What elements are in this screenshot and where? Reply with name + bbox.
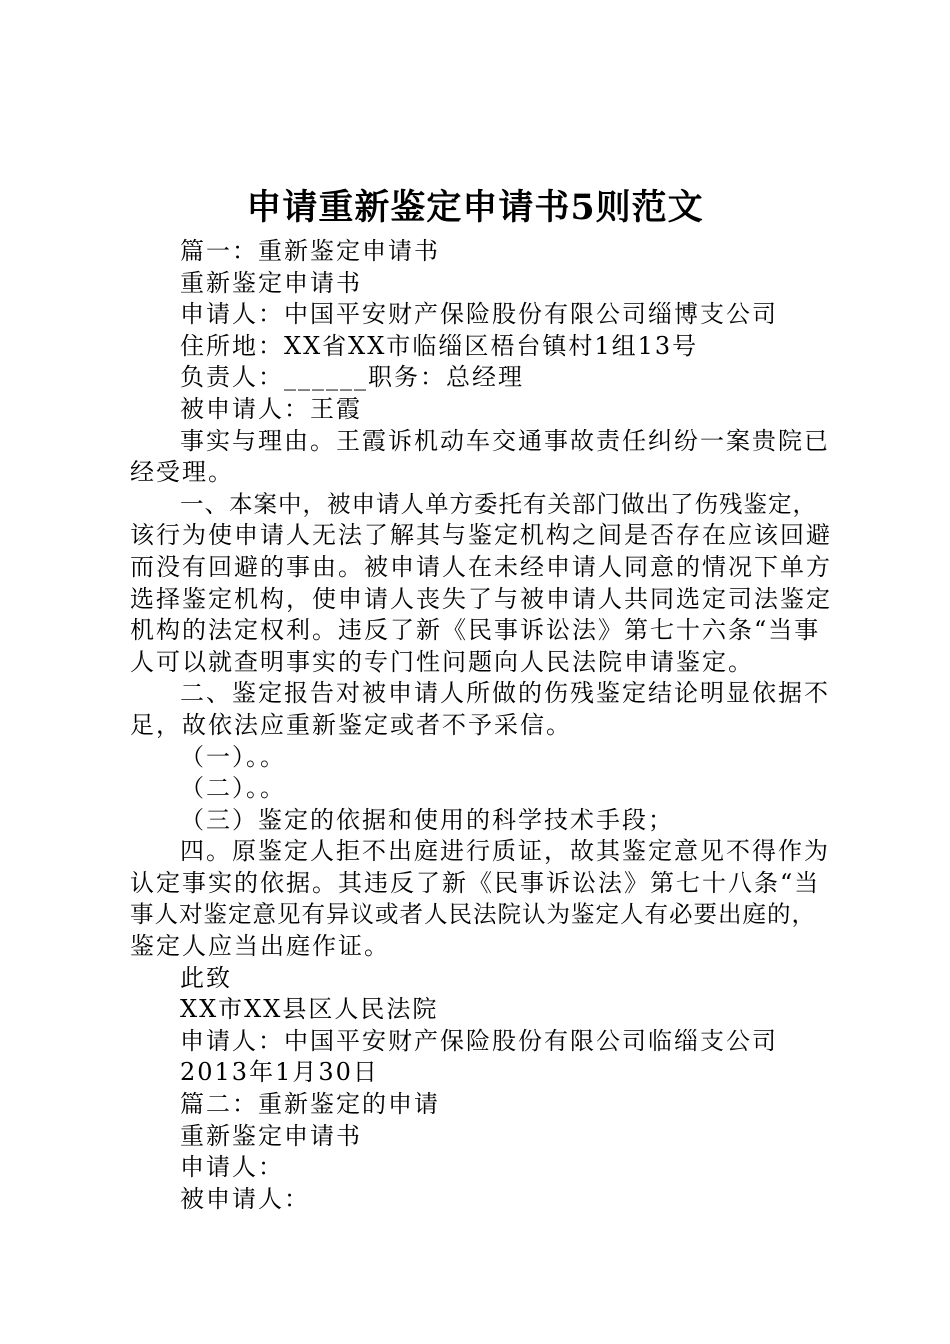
text-line: 足，故依法应重新鉴定或者不予采信。 xyxy=(130,710,572,739)
text-line: 事实与理由。王霞诉机动车交通事故责任纠纷一案贵院已 xyxy=(180,426,830,455)
text-line: 机构的法定权利。违反了新《民事诉讼法》第七十六条“当事 xyxy=(130,616,821,645)
text-line: （一）。。 xyxy=(180,742,286,771)
text-line: （三）鉴定的依据和使用的科学技术手段； xyxy=(180,805,674,834)
text-line: 被申请人：王霞 xyxy=(180,394,362,423)
text-line: 人可以就查明事实的专门性问题向人民法院申请鉴定。 xyxy=(130,647,754,676)
text-line: 一、本案中，被申请人单方委托有关部门做出了伤残鉴定， xyxy=(180,489,817,518)
text-line: 认定事实的依据。其违反了新《民事诉讼法》第七十八条“当 xyxy=(130,868,821,897)
text-line: 选择鉴定机构，使申请人丧失了与被申请人共同选定司法鉴定 xyxy=(130,584,832,613)
text-line: 经受理。 xyxy=(130,458,234,487)
text-line: 篇一：重新鉴定申请书 xyxy=(180,237,440,265)
document-title: 申请重新鉴定申请书5则范文 xyxy=(246,187,704,228)
text-line: 被申请人： xyxy=(180,1184,310,1213)
text-line: 而没有回避的事由。被申请人在未经申请人同意的情况下单方 xyxy=(130,552,832,581)
text-line: 此致 xyxy=(180,963,232,992)
text-line: 申请人：中国平安财产保险股份有限公司临缁支公司 xyxy=(180,1026,778,1055)
text-line: （二）。。 xyxy=(180,774,286,803)
text-line: 申请人：中国平安财产保险股份有限公司缁博支公司 xyxy=(180,300,778,329)
text-line: 重新鉴定申请书 xyxy=(180,1121,362,1150)
text-line: 鉴定人应当出庭作证。 xyxy=(130,932,390,961)
text-line: 该行为使申请人无法了解其与鉴定机构之间是否存在应该回避 xyxy=(130,521,832,550)
text-line: XX市XX县区人民法院 xyxy=(180,995,439,1024)
text-line: 四。原鉴定人拒不出庭进行质证，故其鉴定意见不得作为 xyxy=(180,837,830,866)
text-line: 2013年1月30日 xyxy=(180,1058,379,1087)
text-line: 事人对鉴定意见有异议或者人民法院认为鉴定人有必要出庭的， xyxy=(130,900,816,929)
text-line: 二、鉴定报告对被申请人所做的伤残鉴定结论明显依据不 xyxy=(180,679,830,708)
document-body xyxy=(130,236,840,1215)
text-line: 申请人： xyxy=(180,1153,284,1182)
text-line: 重新鉴定申请书 xyxy=(180,268,362,297)
text-line: 篇二：重新鉴定的申请 xyxy=(180,1090,440,1119)
text-line: 负责人：______职务：总经理 xyxy=(180,363,524,392)
text-line: 住所地：XX省XX市临缁区梧台镇村1组13号 xyxy=(180,331,699,360)
